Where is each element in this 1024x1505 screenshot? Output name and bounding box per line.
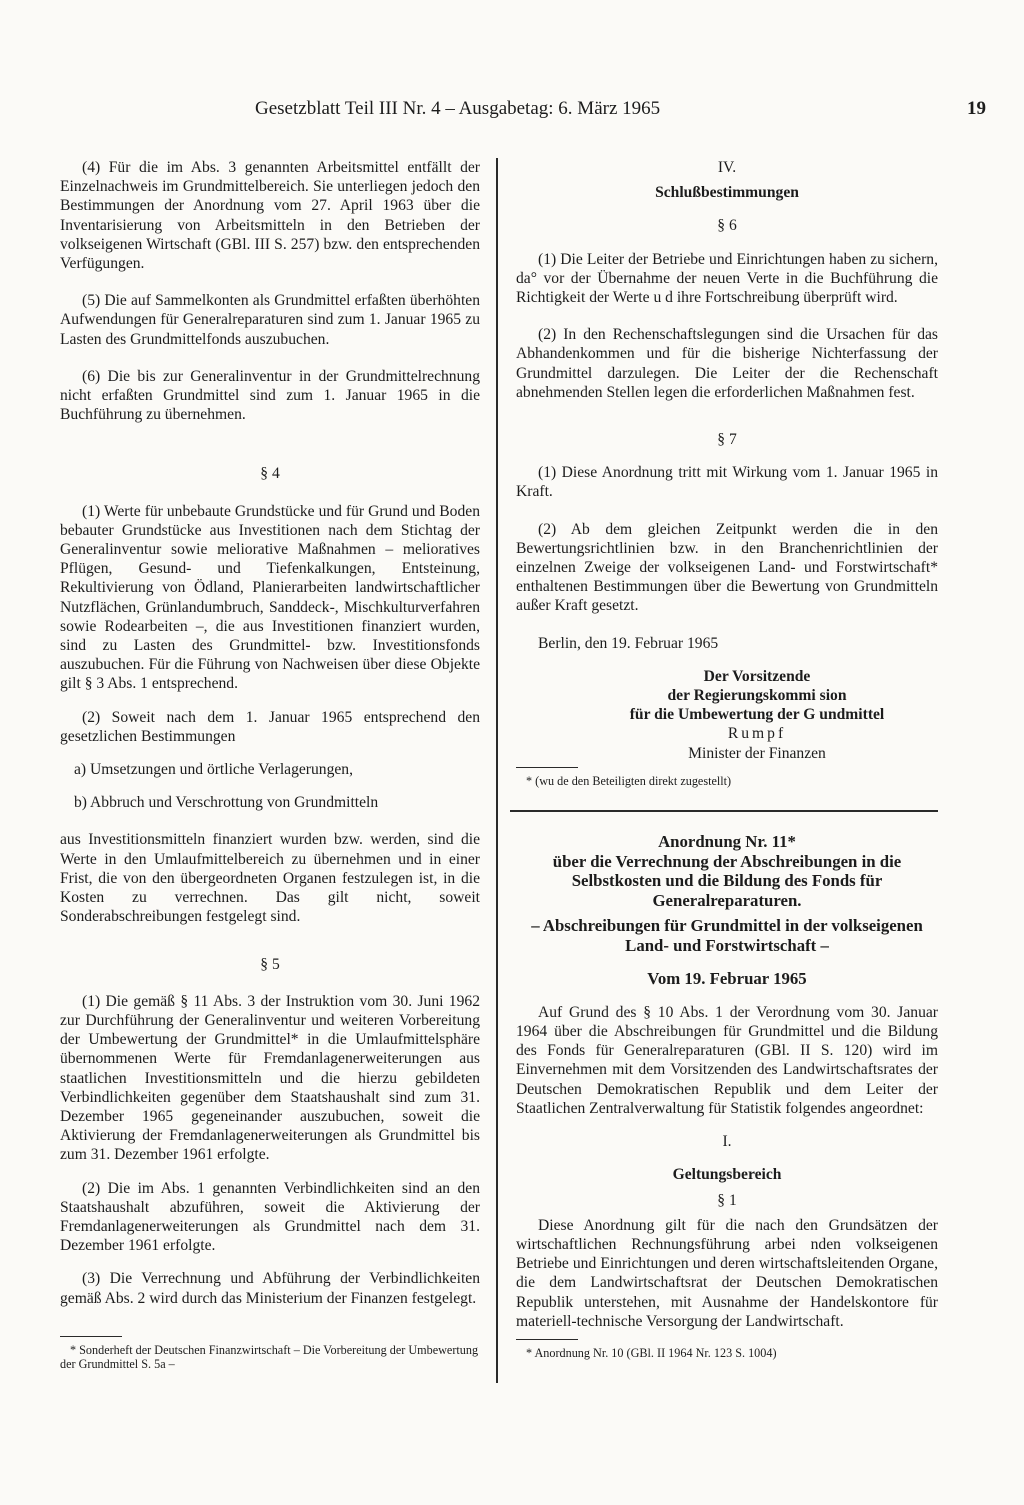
paragraph-7-2: (2) Ab dem gleichen Zeitpunkt werden die in den Bewertungsrichtlinien bzw. in den Branchenrichtlinien der einzelnen Zweige der volkseigenen Land- und Forstwirtschaft* enthaltenen Bestimmungen über die Bewertung von Grundmitteln außer Kraft gesetzt. [516, 520, 938, 615]
list-item-a: a) Umsetzungen und örtliche Verlagerungen, [74, 761, 354, 779]
footnote: * Sonderheft der Deutschen Finanzwirtschaft – Die Vorbereitung der Umbewertung der Grundmittel S. 5a – [60, 1342, 479, 1372]
paragraph-6-2: (2) In den Rechenschaftslegungen sind die Ursachen für das Abhandenkommen und für die bisherige Nichterfassung der Grundmittel darzulegen. Die Leiter der die Rechenschaft abnehmenden Stellen legen die erforderlichen Maßnahmen fest. [516, 326, 938, 401]
section-7-heading: § 7 [717, 431, 737, 449]
header-title: Gesetzblatt Teil III Nr. 4 – Ausgabetag: 6. März 1965 [255, 98, 661, 119]
paragraph-5-2: (2) Die im Abs. 1 genannten Verbindlichkeiten sind an den Staatshaushalt abzuführen, soweit die Aktivierung der Fremdanlagenerweiterungen als Grundmittel nach dem 31. Dezember 1961 erfolgte. [60, 1179, 480, 1255]
part-i-number: I. [722, 1133, 732, 1151]
paragraph-4-1: (1) Werte für unbebaute Grundstücke und für Grund und Boden bebauter Grundstücke aus Investitionen nach dem Stichtag der Generalinventur sowie meliorative Maßnahmen – melioratives Pflügen, Gesund- und Tiefenkalkungen, Entsteinung, Rekultivierung von Ödland, Planierarbeiten landwirtschaftlicher Nutzflächen, Grünlandumbruch, Sanddeck-, Mischkulturverfahren sowie Rodearbeiten –, die aus Investitionen finanziert wurden, sind zu Lasten des Grundmittel- bzw. Investitionsfonds auszubuchen. Für die Führung von Nachweisen über diese Objekte gilt § 3 Abs. 1 entsprechend. [60, 502, 480, 693]
paragraph-4-2: (2) Soweit nach dem 1. Januar 1965 entsprechend den gesetzlichen Bestimmungen [60, 708, 480, 745]
section-5-heading: § 5 [260, 955, 280, 973]
paragraph-1: Diese Anordnung gilt für die nach den Grundsätzen der wirtschaftlichen Rechnungsführung arbei nden volkseigenen Betriebe und Einrichtungen und deren wirtschaftsleitenden Organe, die dem Landwirtschaftsrat der Deutschen Demokratischen Republik unterstehen, mit Ausnahme der Handelskontore für materiell-technische Versorgung der Landwirtschaft. [516, 1216, 938, 1330]
page-header [255, 98, 990, 126]
paragraph-3-4: (4) Für die im Abs. 3 genannten Arbeitsmittel entfällt der Einzelnachweis im Grundmittelbereich. Sie unterliegen jedoch den Bestimmungen der Anordnung vom 27. April 1963 über die Inventarisierung von Arbeitsmitteln in den Betrieben der volkseigenen Wirtschaft (GBl. III S. 257) bzw. den entsprechenden Verfügungen. [60, 159, 480, 273]
left-column [60, 158, 480, 1372]
column-divider [496, 158, 498, 1383]
signature-line-3: für die Umbewertung der G undmittel [629, 706, 885, 724]
footnote-rule-1 [516, 767, 578, 768]
paragraph-3-5: (5) Die auf Sammelkonten als Grundmittel erfaßten überhöhten Aufwendungen für Generalreparaturen sind zum 1. Januar 1965 zu Lasten des Grundmittelfonds auszubuchen. [60, 292, 480, 348]
ordinance-intro: Auf Grund des § 10 Abs. 1 der Verordnung vom 30. Januar 1964 über die Abschreibungen für Grundmittel und die Bildung des Fonds für Generalreparaturen (GBl. II S. 120) wird im Einvernehmen mit dem Vorsitzenden des Landwirtschaftsrates der Deutschen Demokratischen Republik und dem Leiter der Staatlichen Zentralverwaltung für Statistik folgendes angeordnet: [516, 1003, 938, 1117]
part-i-title: Geltungsbereich [672, 1166, 782, 1184]
signature-role: Minister der Finanzen [688, 744, 826, 762]
paragraph-3-6: (6) Die bis zur Generalinventur in der Grundmittelrechnung nicht erfaßten Grundmittel sind zum 1. Januar 1965 in die Buchführung zu übernehmen. [60, 367, 480, 424]
section-4-heading: § 4 [260, 465, 280, 483]
paragraph-5-1: (1) Die gemäß § 11 Abs. 3 der Instruktion vom 30. Juni 1962 zur Durchführung der Generalinventur und weiteren Vorbereitung der Umbewertung der Grundmittel* in die Umlaufmittelsphäre übernommenen Werte für Fremdanlagenerweiterungen aus staatlichen Investitionsmitteln und die hierzu gebildeten Verbindlichkeiten gegenüber dem Staatshaushalt sind zum 31. Dezember 1965 gegeneinander auszubuchen, soweit die Aktivierung der Fremdanlagenerweiterungen als Grundmittel bis zum 31. Dezember 1961 erfolgte. [60, 992, 480, 1164]
footnote-2: * Anordnung Nr. 10 (GBl. II 1964 Nr. 123 S. 1004) [526, 1345, 777, 1360]
section-1-heading: § 1 [717, 1191, 737, 1209]
part-iv-title: Schlußbestimmungen [655, 184, 799, 202]
paragraph-7-1: (1) Diese Anordnung tritt mit Wirkung vom 1. Januar 1965 in Kraft. [516, 464, 938, 501]
right-column [516, 158, 938, 1360]
signature-line-2: der Regierungskommi sion [667, 687, 847, 705]
footnote-rule [60, 1336, 122, 1337]
paragraph-6-1: (1) Die Leiter der Betriebe und Einrichtungen haben zu sichern, da° vor der Übernahme der neuen Verte in die Buchführung die Richtigkeit der Werte u d ihre Fortschreibung überprüft wird. [516, 250, 938, 307]
part-iv-number: IV. [717, 159, 737, 176]
paragraph-4-2-cont: aus Investitionsmitteln finanziert wurden bzw. werden, sind die Werte in den Umlaufmittelbereich zu übernehmen und in einer Frist, die von den übergeordneten Organen festzulegen ist, in die Kosten zu verrechnen. Das gilt nicht, soweit Sonderabschreibungen festgelegt sind. [60, 831, 480, 926]
place-date: Berlin, den 19. Februar 1965 [538, 634, 719, 652]
section-divider [510, 810, 938, 812]
page-number: 19 [967, 98, 986, 119]
signature-line-1: Der Vorsitzende [703, 667, 811, 685]
ordinance-subtitle: – Abschreibungen für Grundmittel in der volkseigenen Land- und Forstwirtschaft – [531, 916, 923, 955]
paragraph-5-3: (3) Die Verrechnung und Abführung der Verbindlichkeiten gemäß Abs. 2 wird durch das Ministerium der Finanzen festgelegt. [60, 1270, 480, 1307]
footnote-1: * (wu de den Beteiligten direkt zugestellt) [526, 773, 732, 788]
ordinance-title: Anordnung Nr. 11* [658, 832, 796, 852]
signature-name: Rumpf [727, 725, 787, 743]
section-6-heading: § 6 [717, 217, 737, 235]
footnote-rule-2 [516, 1339, 578, 1340]
ordinance-date: Vom 19. Februar 1965 [647, 969, 807, 989]
ordinance-title-2: über die Verrechnung der Abschreibungen in die Selbstkosten und die Bildung des Fonds für Generalreparaturen. [552, 851, 902, 910]
signature-block [516, 667, 938, 763]
list-item-b: b) Abbruch und Verschrottung von Grundmitteln [74, 794, 379, 812]
